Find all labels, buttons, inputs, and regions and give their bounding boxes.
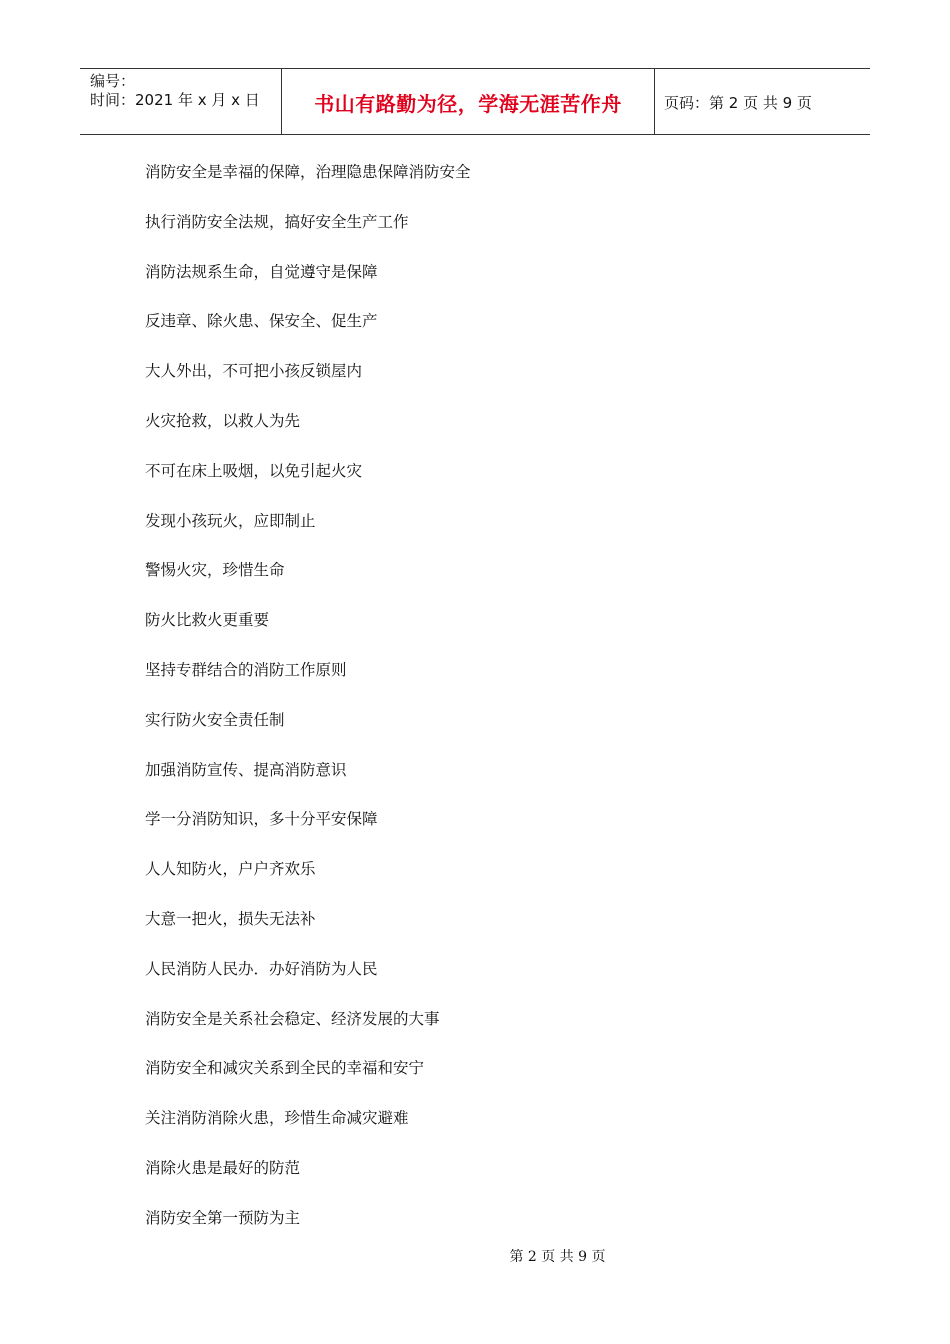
slogan-line: 实行防火安全责任制 (145, 710, 285, 729)
header-divider (654, 69, 655, 135)
slogan-line: 防火比救火更重要 (145, 611, 270, 630)
document-date-label: 时间：2021 年 x 月 x 日 (90, 91, 260, 109)
page-header (80, 68, 870, 135)
slogan-line: 反违章、除火患、保安全、促生产 (145, 312, 378, 331)
header-meta (90, 72, 280, 110)
slogan-line: 消防安全和减灾关系到全民的幸福和安宁 (145, 1059, 425, 1078)
page-footer: 第 2 页 共 9 页 (509, 1249, 606, 1265)
slogan-line: 执行消防安全法规，搞好安全生产工作 (145, 212, 409, 231)
slogan-line: 消除火患是最好的防范 (145, 1158, 301, 1177)
slogan-line: 加强消防宣传、提高消防意识 (145, 760, 347, 779)
slogan-line: 消防安全第一预防为主 (145, 1208, 301, 1227)
slogan-line: 消防法规系生命，自觉遵守是保障 (145, 262, 378, 281)
slogan-line: 大人外出，不可把小孩反锁屋内 (145, 362, 363, 381)
slogan-line: 不可在床上吸烟，以免引起火灾 (145, 461, 363, 480)
slogan-line: 警惕火灾，珍惜生命 (145, 561, 285, 580)
header-page-number: 页码：第 2 页 共 9 页 (664, 94, 812, 112)
slogan-line: 坚持专群结合的消防工作原则 (145, 660, 347, 679)
header-motto: 书山有路勤为径，学海无涯苦作舟 (314, 92, 622, 116)
slogan-line: 发现小孩玩火，应即制止 (145, 511, 316, 530)
slogan-line: 人民消防人民办．办好消防为人民 (145, 959, 378, 978)
slogan-line: 关注消防消除火患，珍惜生命减灾避难 (145, 1109, 409, 1128)
slogan-line: 消防安全是幸福的保障，治理隐患保障消防安全 (145, 163, 471, 181)
slogan-line: 学一分消防知识，多十分平安保障 (145, 810, 378, 829)
slogan-list (145, 157, 845, 1253)
slogan-line: 消防安全是关系社会稳定、经济发展的大事 (145, 1009, 440, 1028)
slogan-line: 大意一把火，损失无法补 (145, 909, 316, 928)
slogan-line: 火灾抢救，以救人为先 (145, 411, 301, 430)
slogan-line: 人人知防火，户户齐欢乐 (145, 860, 316, 879)
document-number-label: 编号： (90, 72, 136, 90)
